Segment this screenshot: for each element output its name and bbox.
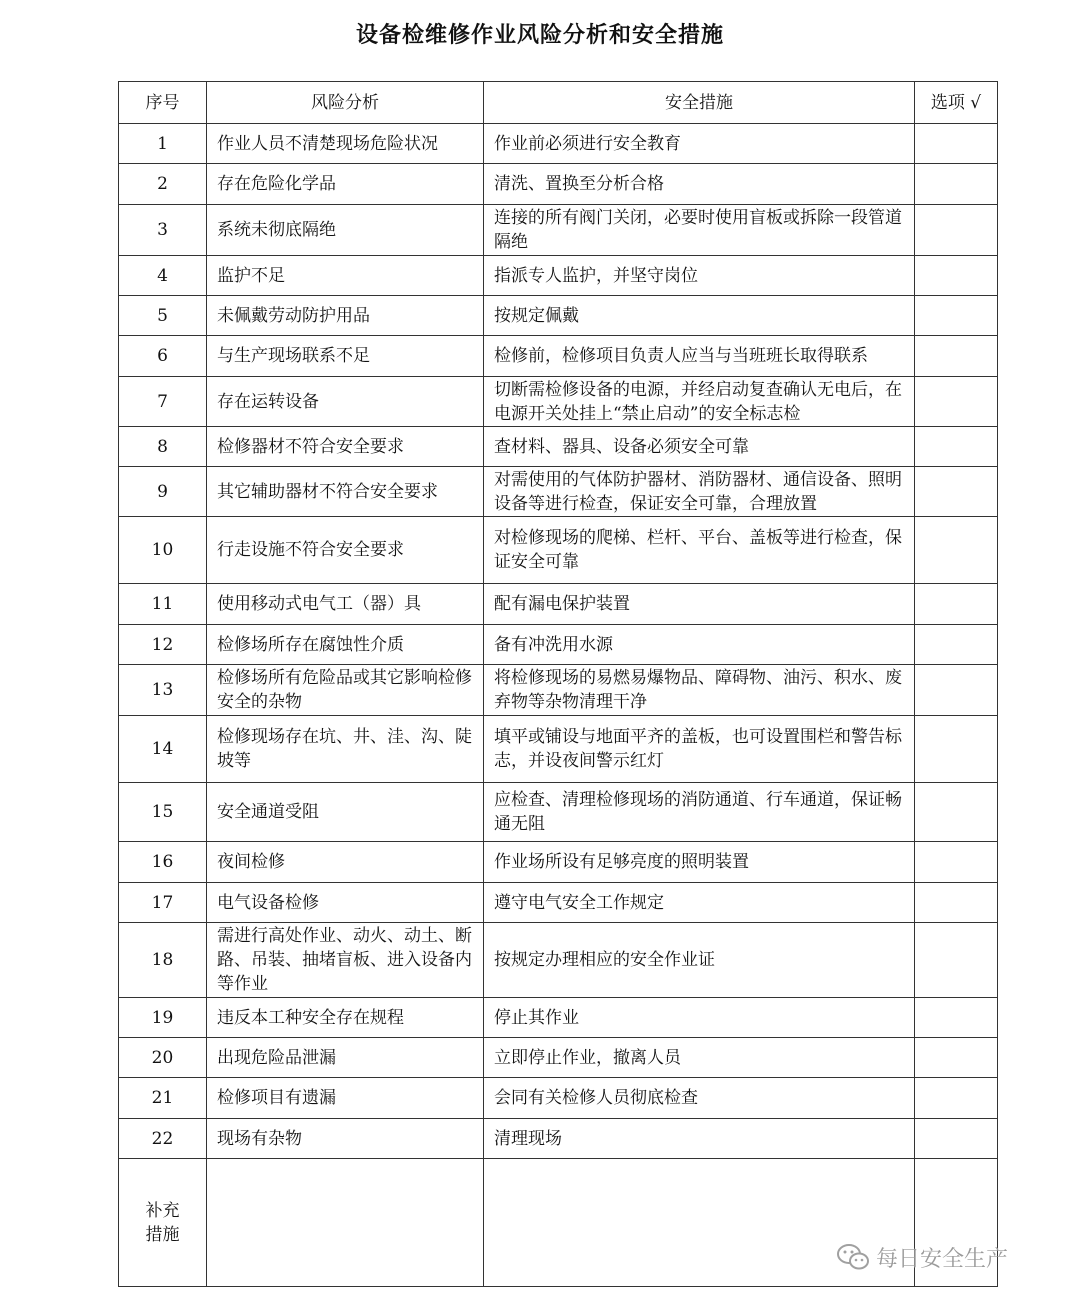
option-check-cell[interactable]: [915, 1119, 998, 1159]
option-check-cell[interactable]: [915, 1078, 998, 1119]
measure-cell: 清洗、置换至分析合格: [484, 164, 915, 205]
option-check-cell[interactable]: [915, 296, 998, 336]
measure-cell: 切断需检修设备的电源，并经启动复查确认无电后，在电源开关处挂上“禁止启动”的安全标志检: [484, 377, 915, 427]
risk-cell: 电气设备检修: [207, 883, 484, 923]
option-check-cell[interactable]: [915, 336, 998, 377]
table-row: [119, 124, 998, 164]
risk-cell: 与生产现场联系不足: [207, 336, 484, 377]
row-number: 12: [119, 625, 207, 665]
measure-cell: 按规定办理相应的安全作业证: [484, 923, 915, 998]
option-check-cell[interactable]: [915, 625, 998, 665]
header-option-check: 选项 √: [915, 82, 998, 124]
supplement-label-line2: 措施: [145, 1224, 180, 1245]
table-row: [119, 584, 998, 625]
measure-cell: 作业前必须进行安全教育: [484, 124, 915, 164]
measure-cell: 作业场所设有足够亮度的照明装置: [484, 842, 915, 883]
option-check-cell[interactable]: [915, 1038, 998, 1078]
row-number: 6: [119, 336, 207, 377]
measure-cell: 立即停止作业，撤离人员: [484, 1038, 915, 1078]
watermark-text: 每日安全生产: [876, 1246, 1009, 1272]
risk-cell: 作业人员不清楚现场危险状况: [207, 124, 484, 164]
row-number: 18: [119, 923, 207, 998]
risk-cell: 未佩戴劳动防护用品: [207, 296, 484, 336]
risk-cell: 夜间检修: [207, 842, 484, 883]
measure-cell: 将检修现场的易燃易爆物品、障碍物、油污、积水、废弃物等杂物清理干净: [484, 665, 915, 716]
table-row: [119, 205, 998, 256]
row-number: 20: [119, 1038, 207, 1078]
row-number: 17: [119, 883, 207, 923]
row-number: 21: [119, 1078, 207, 1119]
row-number: 5: [119, 296, 207, 336]
supplement-label: [119, 1159, 207, 1287]
risk-cell: 检修项目有遗漏: [207, 1078, 484, 1119]
row-number: 16: [119, 842, 207, 883]
table-row: [119, 665, 998, 716]
measure-cell: 应检查、清理检修现场的消防通道、行车通道，保证畅通无阻: [484, 783, 915, 842]
measure-cell: 查材料、器具、设备必须安全可靠: [484, 427, 915, 467]
table-row: [119, 923, 998, 998]
table-row: [119, 625, 998, 665]
table-header-row: [119, 82, 998, 124]
option-check-cell[interactable]: [915, 377, 998, 427]
risk-cell: 监护不足: [207, 256, 484, 296]
table-row: [119, 1119, 998, 1159]
option-check-cell[interactable]: [915, 584, 998, 625]
table-row: [119, 998, 998, 1038]
option-check-cell[interactable]: [915, 124, 998, 164]
measure-cell: 填平或铺设与地面平齐的盖板，也可设置围栏和警告标志，并设夜间警示红灯: [484, 716, 915, 783]
table-row: [119, 336, 998, 377]
row-number: 15: [119, 783, 207, 842]
row-number: 22: [119, 1119, 207, 1159]
option-check-cell[interactable]: [915, 517, 998, 584]
option-check-cell[interactable]: [915, 783, 998, 842]
risk-cell: 使用移动式电气工（器）具: [207, 584, 484, 625]
risk-cell: 安全通道受阻: [207, 783, 484, 842]
row-number: 14: [119, 716, 207, 783]
row-number: 3: [119, 205, 207, 256]
option-check-cell[interactable]: [915, 998, 998, 1038]
header-safety-measures: 安全措施: [484, 82, 915, 124]
table-row: [119, 427, 998, 467]
measure-cell: 停止其作业: [484, 998, 915, 1038]
table-row: [119, 783, 998, 842]
table-row: [119, 716, 998, 783]
risk-cell: 行走设施不符合安全要求: [207, 517, 484, 584]
measure-cell: 配有漏电保护装置: [484, 584, 915, 625]
table-row: [119, 377, 998, 427]
option-check-cell[interactable]: [915, 883, 998, 923]
option-check-cell[interactable]: [915, 256, 998, 296]
header-number: 序号: [119, 82, 207, 124]
measure-cell: 对需使用的气体防护器材、消防器材、通信设备、照明设备等进行检查，保证安全可靠，合理放置: [484, 467, 915, 517]
option-check-cell[interactable]: [915, 467, 998, 517]
measure-cell: 会同有关检修人员彻底检查: [484, 1078, 915, 1119]
table-row: [119, 256, 998, 296]
measure-cell: 对检修现场的爬梯、栏杆、平台、盖板等进行检查，保证安全可靠: [484, 517, 915, 584]
option-check-cell[interactable]: [915, 842, 998, 883]
table-row: [119, 842, 998, 883]
measure-cell: 指派专人监护，并坚守岗位: [484, 256, 915, 296]
risk-cell: 检修器材不符合安全要求: [207, 427, 484, 467]
table-row: [119, 517, 998, 584]
table-row: [119, 296, 998, 336]
risk-cell: 检修场所有危险品或其它影响检修安全的杂物: [207, 665, 484, 716]
header-risk-analysis: 风险分析: [207, 82, 484, 124]
risk-cell: 检修场所存在腐蚀性介质: [207, 625, 484, 665]
risk-cell: 需进行高处作业、动火、动土、断路、吊装、抽堵盲板、进入设备内等作业: [207, 923, 484, 998]
watermark: [836, 1240, 1052, 1274]
option-check-cell[interactable]: [915, 205, 998, 256]
wechat-icon: [836, 1242, 870, 1272]
measure-cell: 按规定佩戴: [484, 296, 915, 336]
option-check-cell[interactable]: [915, 923, 998, 998]
row-number: 19: [119, 998, 207, 1038]
table-row: [119, 1078, 998, 1119]
document-title: 设备检维修作业风险分析和安全措施: [355, 23, 724, 48]
risk-cell: 检修现场存在坑、井、洼、沟、陡坡等: [207, 716, 484, 783]
option-check-cell[interactable]: [915, 665, 998, 716]
row-number: 10: [119, 517, 207, 584]
row-number: 11: [119, 584, 207, 625]
measure-cell: 连接的所有阀门关闭，必要时使用盲板或拆除一段管道隔绝: [484, 205, 915, 256]
supplement-risk-cell[interactable]: [207, 1159, 484, 1287]
table-row: [119, 164, 998, 205]
measure-cell: 清理现场: [484, 1119, 915, 1159]
risk-cell: 存在危险化学品: [207, 164, 484, 205]
row-number: 4: [119, 256, 207, 296]
measure-cell: 备有冲洗用水源: [484, 625, 915, 665]
table-row: [119, 883, 998, 923]
table-row: [119, 1038, 998, 1078]
risk-analysis-table: [118, 81, 998, 1287]
row-number: 1: [119, 124, 207, 164]
row-number: 13: [119, 665, 207, 716]
risk-cell: 现场有杂物: [207, 1119, 484, 1159]
row-number: 7: [119, 377, 207, 427]
risk-cell: 系统未彻底隔绝: [207, 205, 484, 256]
row-number: 8: [119, 427, 207, 467]
row-number: 2: [119, 164, 207, 205]
risk-cell: 存在运转设备: [207, 377, 484, 427]
option-check-cell[interactable]: [915, 427, 998, 467]
option-check-cell[interactable]: [915, 716, 998, 783]
supplement-label-line1: 补充: [145, 1200, 180, 1221]
option-check-cell[interactable]: [915, 164, 998, 205]
row-number: 9: [119, 467, 207, 517]
measure-cell: 遵守电气安全工作规定: [484, 883, 915, 923]
risk-cell: 出现危险品泄漏: [207, 1038, 484, 1078]
risk-cell: 违反本工种安全存在规程: [207, 998, 484, 1038]
measure-cell: 检修前，检修项目负责人应当与当班班长取得联系: [484, 336, 915, 377]
risk-cell: 其它辅助器材不符合安全要求: [207, 467, 484, 517]
table-row: [119, 467, 998, 517]
